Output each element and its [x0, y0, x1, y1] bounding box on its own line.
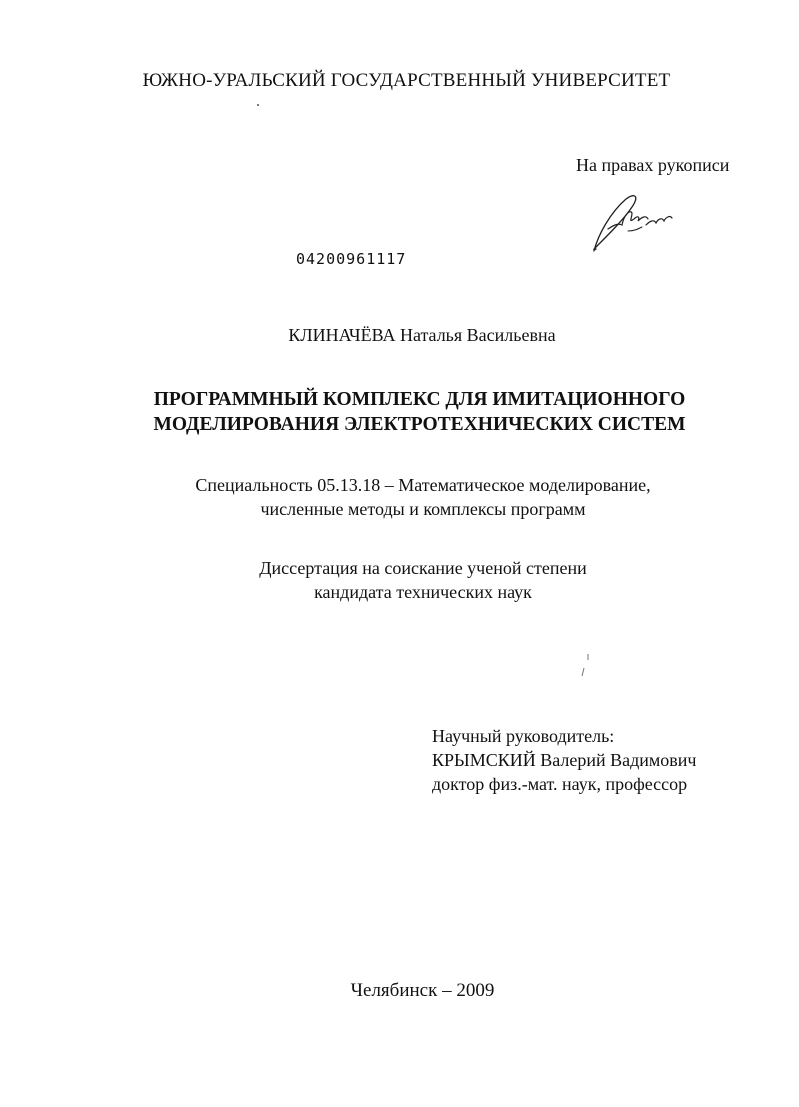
thesis-title-line-1: ПРОГРАММНЫЙ КОМПЛЕКС ДЛЯ ИМИТАЦИОННОГО	[153, 389, 686, 410]
degree-statement	[0, 556, 799, 604]
author-name: КЛИНАЧЁВА Наталья Васильевна	[288, 325, 556, 345]
degree-line-2: кандидата технических наук	[314, 582, 532, 602]
specialty-line-1: Специальность 05.13.18 – Математическое моделирование,	[195, 475, 651, 495]
university-name: ЮЖНО-УРАЛЬСКИЙ ГОСУДАРСТВЕННЫЙ УНИВЕРСИТЕТ	[142, 70, 671, 91]
specialty-line-2: численные методы и комплексы программ	[260, 499, 586, 519]
thesis-title-line-2: МОДЕЛИРОВАНИЯ ЭЛЕКТРОТЕХНИЧЕСКИХ СИСТЕМ	[153, 414, 686, 435]
scan-speck	[257, 104, 259, 106]
scientific-advisor	[432, 724, 696, 796]
advisor-label: Научный руководитель:	[432, 726, 615, 746]
degree-line-1: Диссертация на соискание ученой степени	[259, 558, 587, 578]
scan-marks	[578, 652, 592, 680]
advisor-credentials: доктор физ.-мат. наук, профессор	[432, 774, 688, 794]
city-year: Челябинск – 2009	[350, 980, 495, 1001]
manuscript-rights-note: На правах рукописи	[576, 155, 730, 175]
advisor-name: КРЫМСКИЙ Валерий Вадимович	[432, 750, 697, 770]
specialty	[0, 473, 799, 521]
thesis-title	[0, 387, 799, 437]
signature-icon	[588, 185, 678, 257]
catalog-number: 04200961117	[296, 250, 407, 268]
